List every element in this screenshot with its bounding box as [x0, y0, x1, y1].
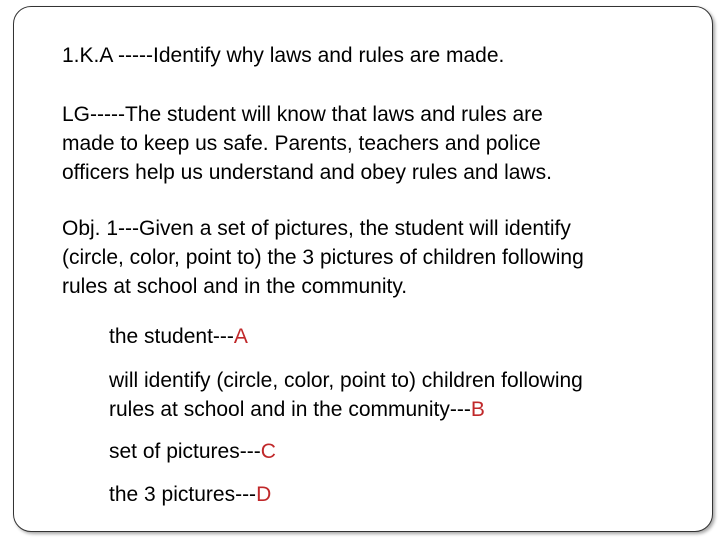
component-d-text: the 3 pictures--- [109, 483, 257, 506]
component-c-text: set of pictures--- [109, 440, 261, 463]
component-item-d [109, 480, 699, 509]
component-a-text: the student--- [109, 325, 234, 348]
learning-goal-text: LG-----The student will know that laws and rules are made to keep us safe. Parents, teachers and police officers help us understand and obey rules and laws. [62, 103, 552, 184]
component-item-c [109, 437, 699, 466]
component-a-letter: A [233, 325, 248, 348]
component-b-text: will identify (circle, color, point to) children following rules at school and in the community--- [109, 369, 583, 421]
component-b-letter: B [470, 398, 485, 421]
component-d-letter: D [256, 483, 272, 506]
component-item-a [109, 322, 699, 351]
standard-text: 1.K.A -----Identify why laws and rules are made. [62, 44, 505, 67]
component-item-b [109, 366, 699, 424]
component-c-letter: C [260, 440, 276, 463]
objective-text: Obj. 1---Given a set of pictures, the student will identify (circle, color, point to) the 3 pictures of children following rules at school and in the community. [62, 217, 584, 298]
